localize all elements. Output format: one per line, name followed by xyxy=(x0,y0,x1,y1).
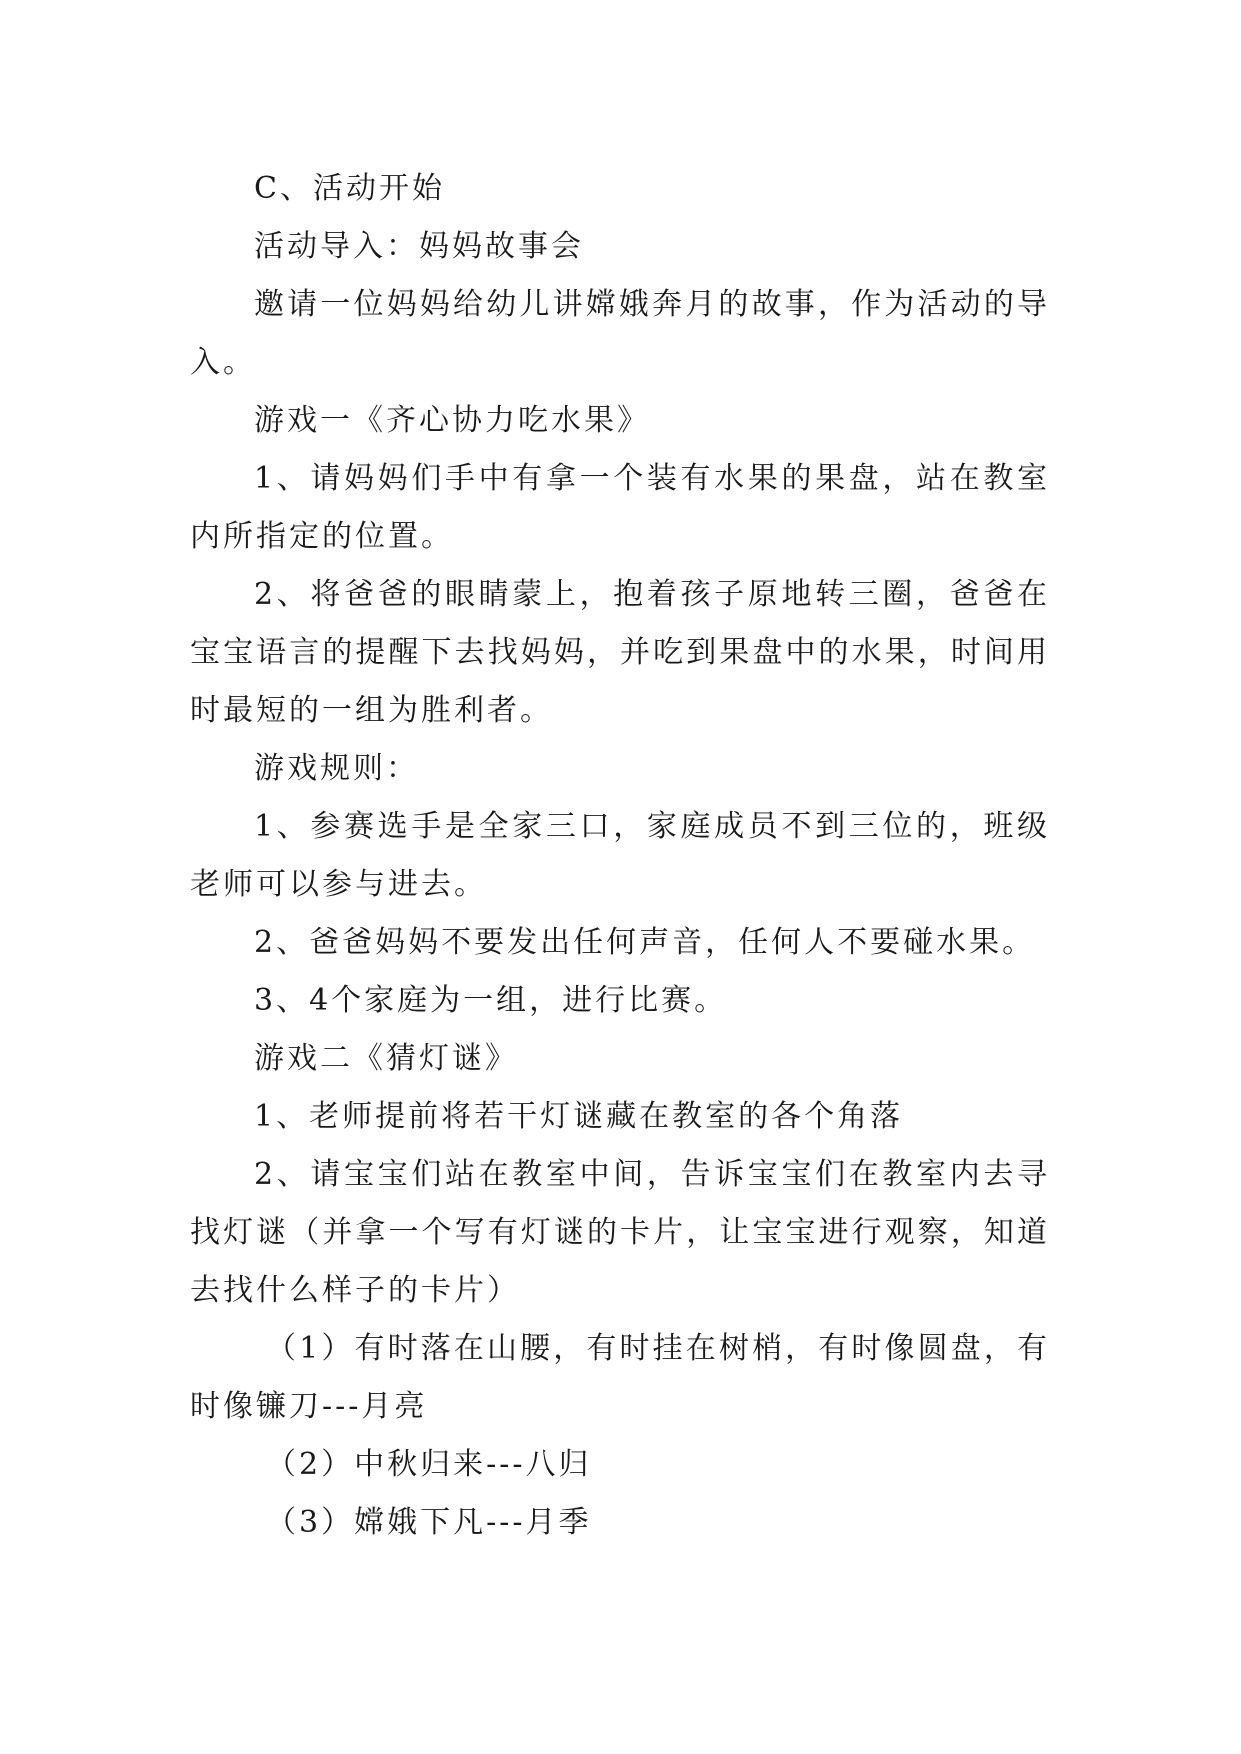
game-two-heading: 游戏二《猜灯谜》 xyxy=(254,1041,518,1076)
game-rules-heading: 游戏规则： xyxy=(254,751,419,786)
paragraph: 3、4个家庭为一组，进行比赛。 xyxy=(254,983,728,1018)
document-body xyxy=(190,160,1050,1552)
section-heading: C、活动开始 xyxy=(254,171,445,206)
riddle-item: （1）有时落在山腰，有时挂在树梢，有时像圆盘，有时像镰刀---月亮 xyxy=(190,1331,1050,1424)
paragraph: 2、爸爸妈妈不要发出任何声音，任何人不要碰水果。 xyxy=(254,925,1036,960)
game-one-heading: 游戏一《齐心协力吃水果》 xyxy=(254,403,650,438)
paragraph: 邀请一位妈妈给幼儿讲嫦娥奔月的故事，作为活动的导入。 xyxy=(190,287,1050,380)
paragraph: 1、老师提前将若干灯谜藏在教室的各个角落 xyxy=(254,1099,904,1134)
paragraph: 2、请宝宝们站在教室中间，告诉宝宝们在教室内去寻找灯谜（并拿一个写有灯谜的卡片，让宝宝进行观察，知道去找什么样子的卡片） xyxy=(190,1157,1050,1308)
riddle-item: （2）中秋归来---八归 xyxy=(266,1447,592,1482)
paragraph: 2、将爸爸的眼睛蒙上，抱着孩子原地转三圈，爸爸在宝宝语言的提醒下去找妈妈，并吃到果盘中的水果，时间用时最短的一组为胜利者。 xyxy=(190,577,1050,728)
activity-intro-heading: 活动导入：妈妈故事会 xyxy=(254,229,584,264)
riddle-item: （3）嫦娥下凡---月季 xyxy=(266,1505,592,1540)
paragraph: 1、参赛选手是全家三口，家庭成员不到三位的，班级老师可以参与进去。 xyxy=(190,809,1050,902)
paragraph: 1、请妈妈们手中有拿一个装有水果的果盘，站在教室内所指定的位置。 xyxy=(190,461,1050,554)
